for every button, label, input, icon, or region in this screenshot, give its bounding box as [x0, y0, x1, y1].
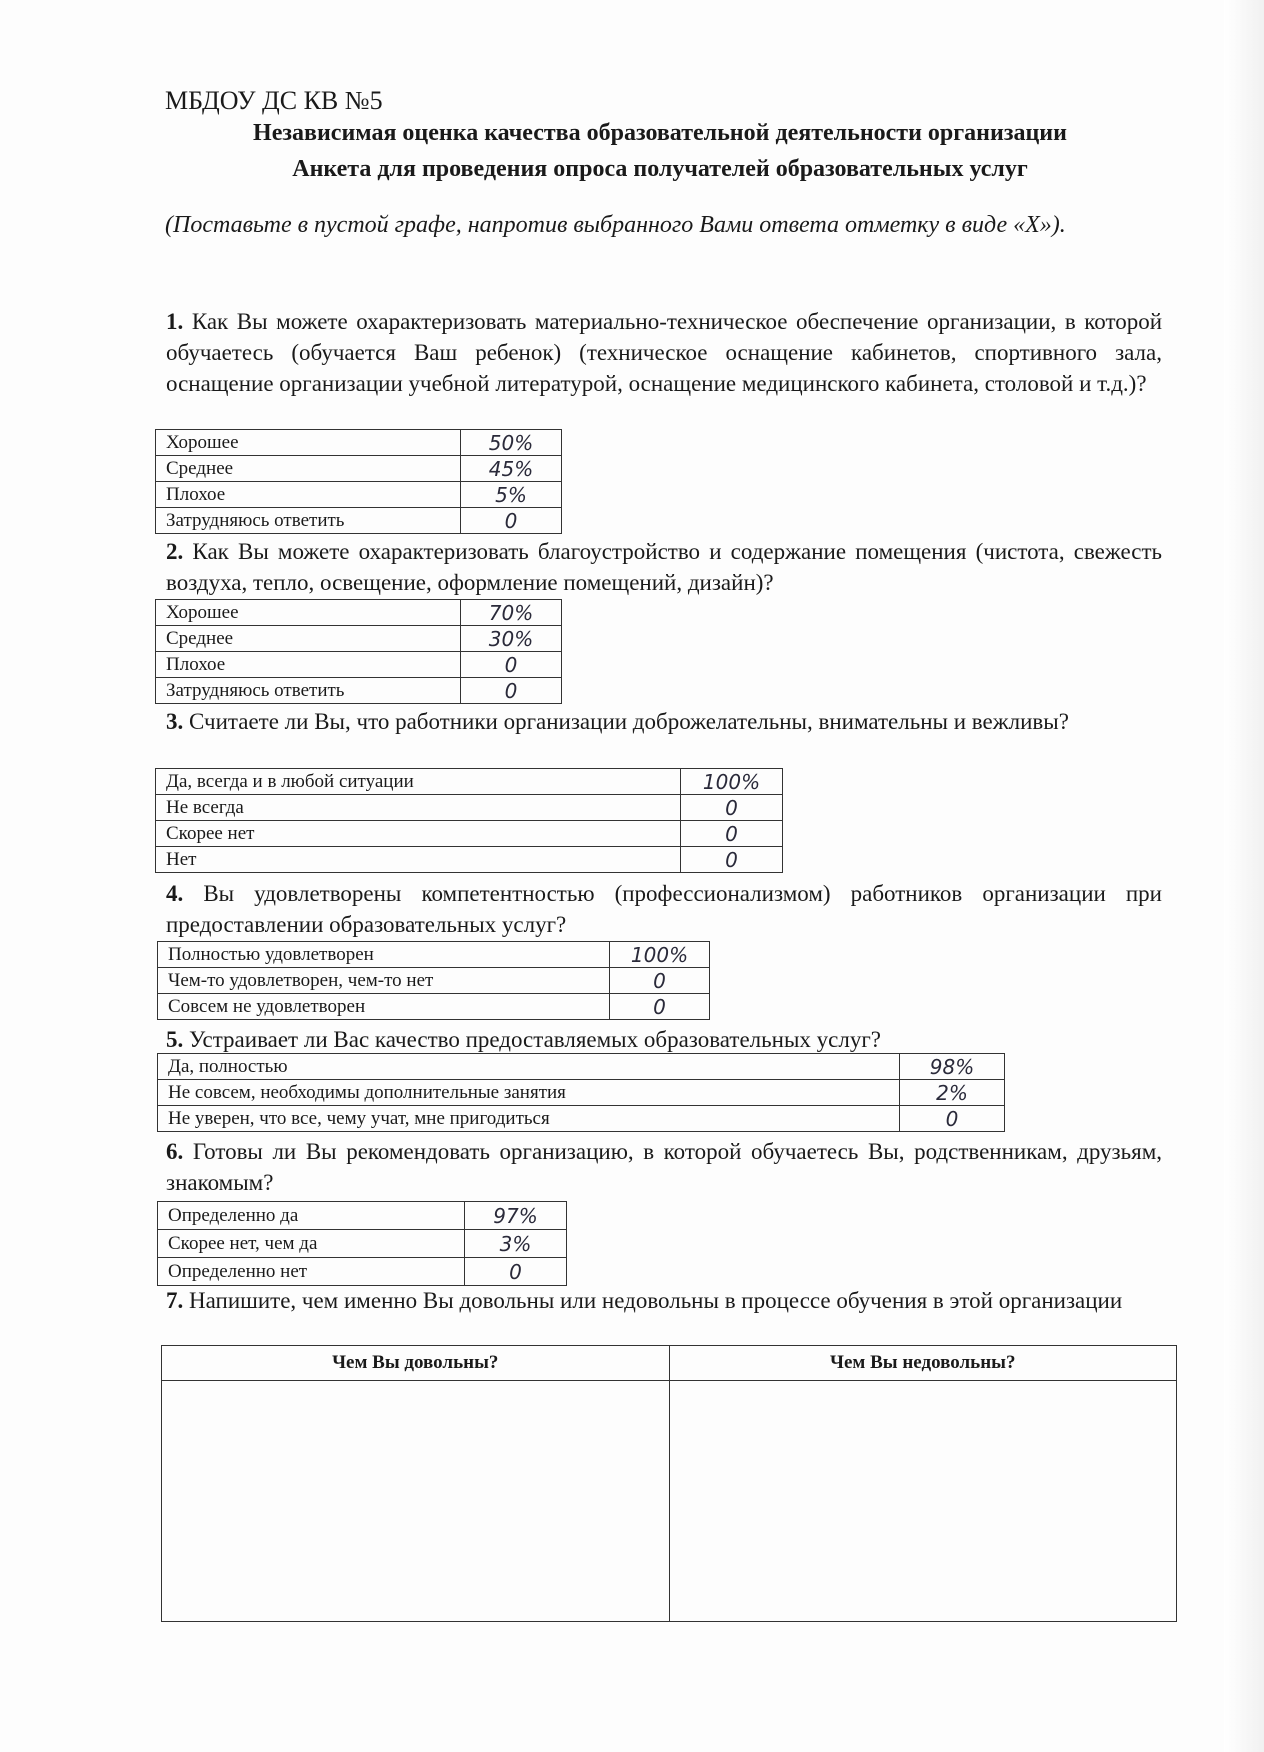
option-label: Не всегда	[156, 795, 681, 821]
question-5	[166, 1024, 1162, 1055]
question-text: Вы удовлетворены компетентностью (профессионализмом) работников организации при предоставлении образовательных услуг?	[166, 881, 1162, 937]
table-row	[158, 1080, 1005, 1106]
table-row	[158, 1258, 567, 1286]
table-row	[156, 482, 562, 508]
answer-value[interactable]: 0	[461, 508, 562, 534]
option-label: Нет	[156, 847, 681, 873]
answer-value[interactable]: 5%	[461, 482, 562, 508]
feedback-table	[161, 1345, 1177, 1622]
option-label: Плохое	[156, 482, 461, 508]
table-row	[156, 795, 783, 821]
answer-value[interactable]: 0	[681, 821, 783, 847]
option-label: Скорее нет	[156, 821, 681, 847]
column-header-satisfied: Чем Вы довольны?	[162, 1346, 670, 1381]
question-3	[166, 706, 1162, 737]
answer-value[interactable]: 100%	[681, 769, 783, 795]
option-label: Хорошее	[156, 600, 461, 626]
question-text: Как Вы можете охарактеризовать материально-техническое обеспечение организации, в которой обучаетесь (обучается Ваш ребенок) (техническое оснащение кабинетов, спортивного зала, оснащение организации учебной литературой, оснащение медицинского кабинета, столовой и т.д.)?	[166, 309, 1162, 396]
question-7	[166, 1285, 1162, 1316]
table-row	[156, 600, 562, 626]
option-label: Хорошее	[156, 430, 461, 456]
question-number: 2.	[166, 539, 184, 564]
question-6	[166, 1136, 1162, 1198]
answer-value[interactable]: 98%	[900, 1054, 1005, 1080]
table-row	[158, 968, 710, 994]
option-label: Затрудняюсь ответить	[156, 678, 461, 704]
answer-value[interactable]: 0	[461, 678, 562, 704]
option-label: Определенно да	[158, 1202, 465, 1230]
question-number: 4.	[166, 881, 184, 906]
table-row	[156, 769, 783, 795]
option-label: Не совсем, необходимы дополнительные занятия	[158, 1080, 900, 1106]
answer-value[interactable]: 0	[461, 652, 562, 678]
dissatisfied-answer-cell[interactable]	[669, 1381, 1177, 1622]
answer-table-6	[157, 1201, 567, 1286]
answer-table-4	[157, 941, 710, 1020]
table-row	[156, 847, 783, 873]
table-row	[156, 821, 783, 847]
answer-value[interactable]: 0	[610, 968, 710, 994]
answer-value[interactable]: 0	[681, 847, 783, 873]
table-row	[158, 1202, 567, 1230]
table-header-row	[162, 1346, 1177, 1381]
question-text: Как Вы можете охарактеризовать благоустройство и содержание помещения (чистота, свежесть воздуха, тепло, освещение, оформление помещений, дизайн)?	[166, 539, 1162, 595]
question-text: Готовы ли Вы рекомендовать организацию, в которой обучаетесь Вы, родственникам, друзьям, знакомым?	[166, 1139, 1163, 1195]
answer-value[interactable]: 30%	[461, 626, 562, 652]
option-label: Среднее	[156, 626, 461, 652]
answer-value[interactable]: 0	[465, 1258, 567, 1286]
option-label: Полностью удовлетворен	[158, 942, 610, 968]
instruction-text: (Поставьте в пустой графе, напротив выбранного Вами ответа отметку в виде «Х»).	[165, 212, 1066, 238]
table-row	[158, 942, 710, 968]
question-1	[166, 306, 1162, 399]
table-row	[162, 1381, 1177, 1622]
question-number: 1.	[166, 309, 184, 334]
answer-value[interactable]: 50%	[461, 430, 562, 456]
table-row	[158, 1230, 567, 1258]
organization-name: МБДОУ ДС КВ №5	[165, 86, 383, 115]
option-label: Совсем не удовлетворен	[158, 994, 610, 1020]
option-label: Затрудняюсь ответить	[156, 508, 461, 534]
option-label: Скорее нет, чем да	[158, 1230, 465, 1258]
answer-value[interactable]: 97%	[465, 1202, 567, 1230]
answer-table-2	[155, 599, 562, 704]
table-row	[156, 508, 562, 534]
answer-value[interactable]: 0	[900, 1106, 1005, 1132]
document-subtitle: Анкета для проведения опроса получателей образовательных услуг	[292, 156, 1028, 182]
answer-value[interactable]: 3%	[465, 1230, 567, 1258]
option-label: Плохое	[156, 652, 461, 678]
option-label: Определенно нет	[158, 1258, 465, 1286]
question-number: 7.	[166, 1288, 184, 1313]
table-row	[156, 456, 562, 482]
question-4	[166, 878, 1162, 940]
answer-table-1	[155, 429, 562, 534]
option-label: Да, полностью	[158, 1054, 900, 1080]
column-header-dissatisfied: Чем Вы недовольны?	[669, 1346, 1177, 1381]
table-row	[156, 626, 562, 652]
scan-edge	[1224, 0, 1264, 1752]
answer-table-5	[157, 1053, 1005, 1132]
option-label: Не уверен, что все, чему учат, мне пригодиться	[158, 1106, 900, 1132]
answer-value[interactable]: 0	[681, 795, 783, 821]
satisfied-answer-cell[interactable]	[162, 1381, 670, 1622]
question-2	[166, 536, 1162, 598]
question-text: Устраивает ли Вас качество предоставляемых образовательных услуг?	[189, 1027, 881, 1052]
document-title: Независимая оценка качества образовательной деятельности организации	[253, 120, 1067, 146]
table-row	[158, 994, 710, 1020]
question-number: 3.	[166, 709, 184, 734]
question-number: 6.	[166, 1139, 184, 1164]
answer-value[interactable]: 45%	[461, 456, 562, 482]
table-row	[158, 1106, 1005, 1132]
answer-value[interactable]: 70%	[461, 600, 562, 626]
question-number: 5.	[166, 1027, 184, 1052]
answer-value[interactable]: 100%	[610, 942, 710, 968]
answer-value[interactable]: 2%	[900, 1080, 1005, 1106]
answer-table-3	[155, 768, 783, 873]
question-text: Напишите, чем именно Вы довольны или недовольны в процессе обучения в этой организации	[189, 1288, 1123, 1313]
table-row	[156, 652, 562, 678]
answer-value[interactable]: 0	[610, 994, 710, 1020]
question-text: Считаете ли Вы, что работники организации доброжелательны, внимательны и вежливы?	[189, 709, 1069, 734]
option-label: Чем-то удовлетворен, чем-то нет	[158, 968, 610, 994]
table-row	[158, 1054, 1005, 1080]
option-label: Да, всегда и в любой ситуации	[156, 769, 681, 795]
option-label: Среднее	[156, 456, 461, 482]
table-row	[156, 678, 562, 704]
table-row	[156, 430, 562, 456]
